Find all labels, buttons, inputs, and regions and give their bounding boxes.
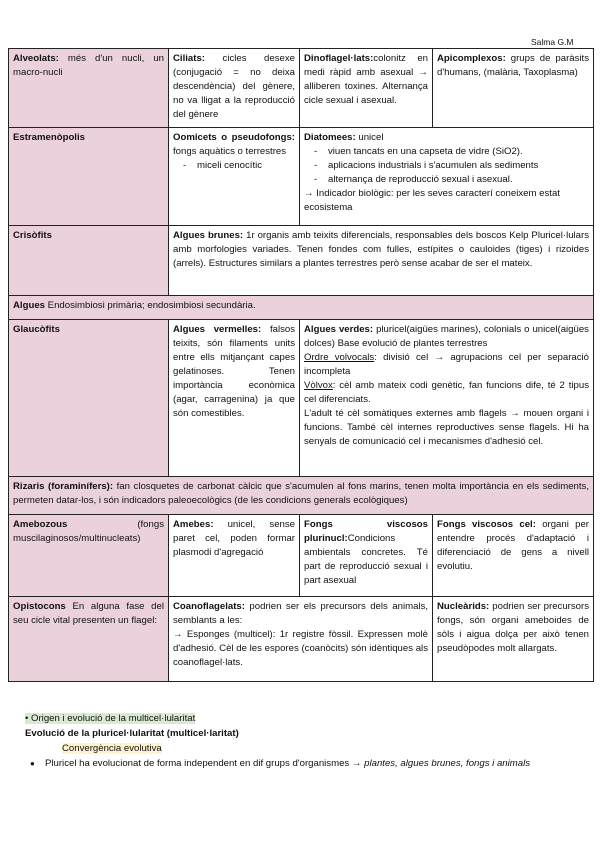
- row-glaucofits: [9, 320, 594, 477]
- row-rizaris: [9, 477, 594, 515]
- cell-opistocons: Opistocons En alguna fase del seu cicle vital presenten un flagel:: [9, 597, 169, 682]
- cell-rizaris: Rizaris (foraminífers): fan closquetes de carbonat càlcic que s'acumulen al fons marins, tenen molta importància en els sediments, permeten datar-los, i són indicadors paleoecològics (de les condicions generals ecològiques): [9, 477, 594, 515]
- cell-amebozous: Amebozous (fongs muscilaginosos/multinucleats): [9, 515, 169, 597]
- notes-section: [25, 711, 585, 771]
- cell-algues-vermelles: Algues vermelles: falsos teixits, són filaments units entre ells mitjançant capes gelatinoses. Tenen importància econòmica (agar, carragenina) ja que són comestibles.: [169, 320, 300, 477]
- cell-nuclearids: Nucleàrids: podrien ser precursors fongs, són organi ameboides de sòls i aigua dolça per això tenen pseudòpodes molt allargats.: [433, 597, 594, 682]
- note-heading-evolucio: Evolució de la pluricel·lularitat (multicel·laritat): [25, 728, 239, 739]
- note-bullet: ● Pluricel ha evolucionat de forma independent en dif grups d'organismes → plantes, algues brunes, fongs i animals: [25, 756, 585, 771]
- row-opistocons: [9, 597, 594, 682]
- cell-amebes: Amebes: unicel, sense paret cel, poden formar plasmodi d'agregació: [169, 515, 300, 597]
- author-name: Salma G.M: [531, 37, 574, 47]
- cell-fongs-viscosos-cel: Fongs viscosos cel: organi per entendre procés d'adaptació i diferenciació de gens a nivell evolutiu.: [433, 515, 594, 597]
- row-estramenopolis: [9, 128, 594, 226]
- cell-ciliats: Ciliats: cicles desexe (conjugació = no deixa descendència) del gènere, no va lligat a la reproducció del gènere: [169, 49, 300, 128]
- note-heading-convergencia: Convergència evolutiva: [62, 743, 162, 754]
- cell-dinoflagellats: Dinoflagel·lats:colonitz en medi ràpid amb asexual → alliberen toxines. Alternança cicle sexual i asexual.: [300, 49, 433, 128]
- cell-estramenopolis: Estramenòpolis: [9, 128, 169, 226]
- row-amebozous: [9, 515, 594, 597]
- cell-alveolats: Alveolats: més d'un nucli, un macro-nucli: [9, 49, 169, 128]
- cell-diatomees: Diatomees: unicel - viuen tancats en una capseta de vidre (SiO2). - aplicacions industrials i s'acumulen als sediments - alternança de reproducció sexual i asexual. → Indicador biològic: per les seves caracterí coneixem estat ecosistema: [300, 128, 594, 226]
- list-item: - alternança de reproducció sexual i asexual.: [328, 173, 589, 187]
- diatomees-list: [304, 145, 589, 187]
- row-crisofits: [9, 226, 594, 296]
- cell-coanoflagelats: Coanoflagelats: podrien ser els precursors dels animals, semblants a les: → Esponges (multicel): 1r registre fòssil. Expressen molè d'adhesió. Cèl de les espores (coanòcits) són idèntiques als coanoflagel·lats.: [169, 597, 433, 682]
- list-item: - viuen tancats en una capseta de vidre (SiO2).: [328, 145, 589, 159]
- row-algues: [9, 296, 594, 320]
- cell-algues-verdes: Algues verdes: pluricel(aigües marines), colonials o unicel(aigües dolces) Base evolució de plantes terrestres Ordre volvocals: divisió cel → agrupacions cel per separació incompleta Vòlvox: cèl amb mateix codi genètic, fan funcions dife, té 2 tipus cel diferenciats. L'adult té cèl somàtiques externes amb flagels → mouen organi i funcions. També cèl internes reproductives sense flagels. Hi ha senyals de comunicació cel i mecanismes d'adhesió cel.: [300, 320, 594, 477]
- indicator-note: → Indicador biològic: per les seves caracterí coneixem estat ecosistema: [304, 188, 560, 213]
- row-alveolats: [9, 49, 594, 128]
- protist-classification-table: [8, 48, 594, 682]
- cell-algues: Algues Endosimbiosi primària; endosimbiosi secundària.: [9, 296, 594, 320]
- list-item: - miceli cenocític: [197, 159, 295, 173]
- list-item: - aplicacions industrials i s'acumulen als sediments: [328, 159, 589, 173]
- cell-crisofits: Crisòfits: [9, 226, 169, 296]
- cell-algues-brunes: Algues brunes: 1r organis amb teixits diferencials, responsables dels boscos Kelp Pluricel·lulars amb morfologies variades. Tenen fondes com fulles, estípites o cauloides (tiges) i rizoides (arrels). Estructures similars a plantes terrestres però sense acabar de ser el mateix.: [169, 226, 594, 296]
- oomicets-list: [173, 159, 295, 173]
- note-heading-origen: • Origen i evolució de la multicel·lularitat: [25, 713, 196, 724]
- cell-oomicets: Oomicets o pseudofongs: fongs aquàtics o terrestres - miceli cenocític: [169, 128, 300, 226]
- cell-fongs-viscosos-plurinucl: Fongs viscosos plurinucl:Condicions ambientals concretes. Té part de reproducció sexual i part asexual: [300, 515, 433, 597]
- cell-glaucofits: Glaucòfits: [9, 320, 169, 477]
- cell-apicomplexos: Apicomplexos: grups de paràsits d'humans, (malària, Taxoplasma): [433, 49, 594, 128]
